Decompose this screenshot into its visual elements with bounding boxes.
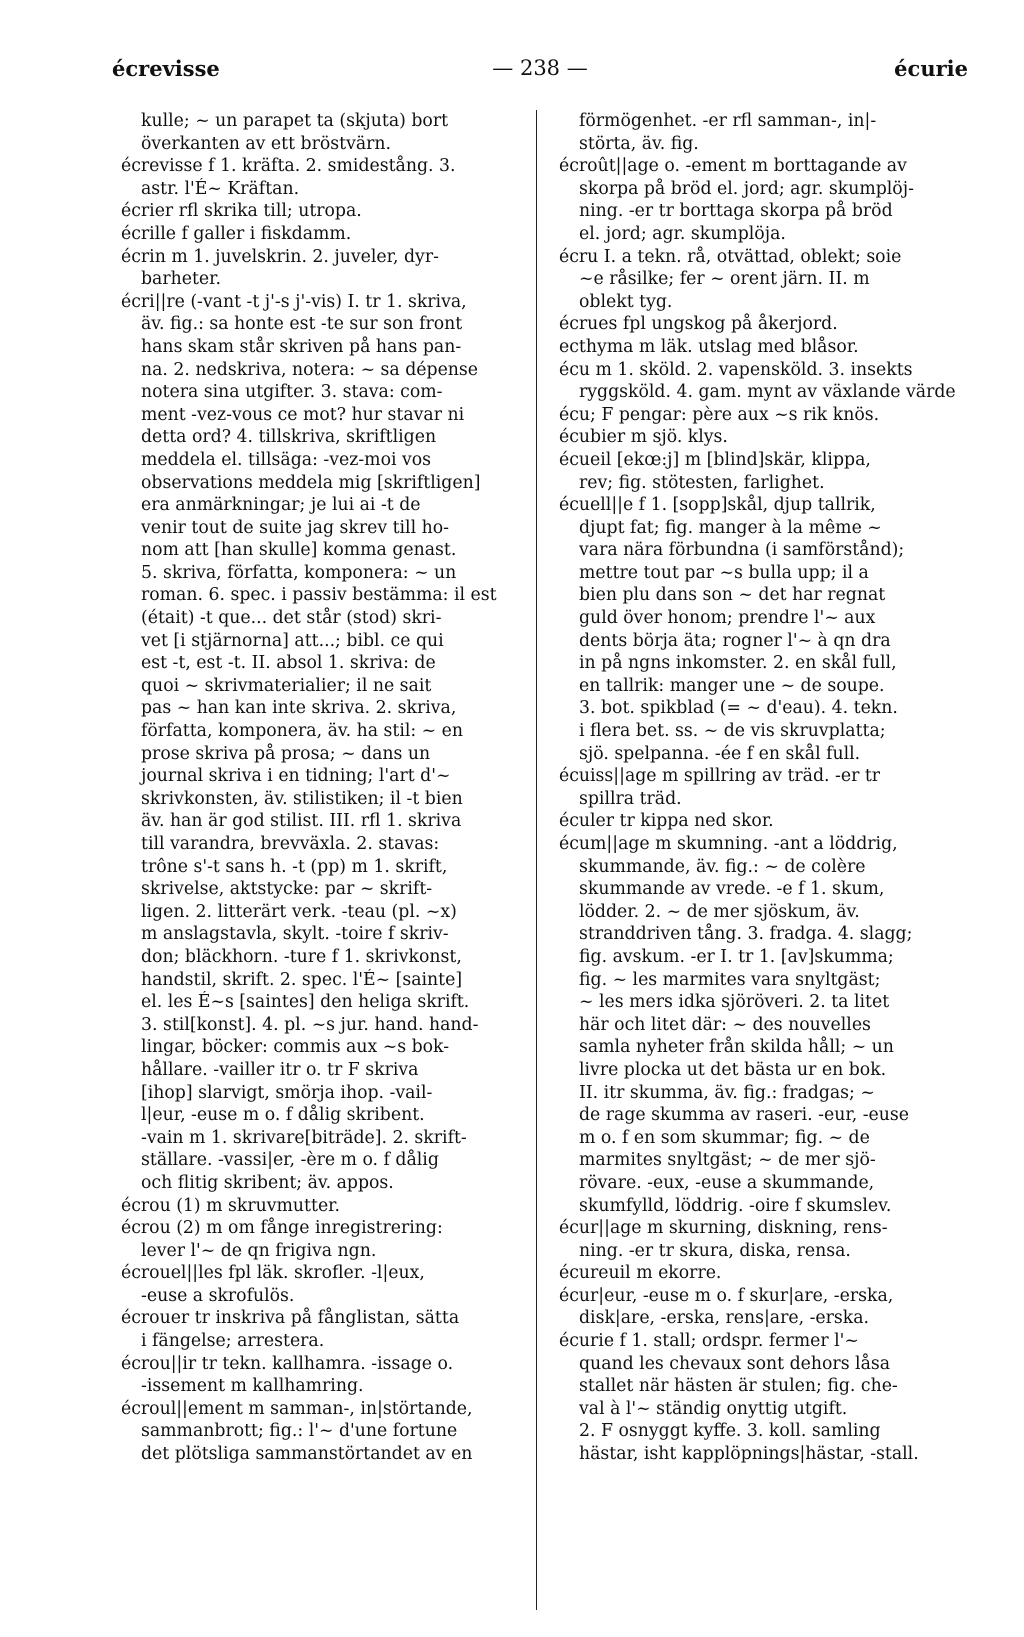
dictionary-line: val à l'~ ständig onyttig utgift. (579, 1398, 848, 1419)
dictionary-line: mettre tout par ~s bulla upp; il a (579, 562, 869, 583)
dictionary-line: na. 2. nedskriva, notera: ~ sa dépense (141, 359, 479, 380)
dictionary-line: fig. ~ les marmites vara snyltgäst; (579, 969, 881, 990)
dictionary-line: skumfylld, löddrig. -oire f skumslev. (579, 1195, 892, 1216)
dictionary-line: -issement m kallhamring. (141, 1376, 364, 1397)
dictionary-line: fig. avskum. -er I. tr 1. [av]skumma; (579, 946, 894, 967)
dictionary-line: handstil, skrift. 2. spec. l'É~ [sainte] (141, 969, 463, 990)
dictionary-line: här och litet där: ~ des nouvelles (579, 1014, 871, 1035)
dictionary-line: marmites snyltgäst; ~ de mer sjö- (579, 1150, 876, 1171)
dictionary-line: lingar, böcker: commis aux ~s bok- (141, 1037, 450, 1058)
dictionary-line: till varandra, brevväxla. 2. stavas: (141, 834, 440, 854)
dictionary-line: djupt fat; fig. manger à la même ~ (579, 517, 882, 538)
page-header (112, 56, 968, 90)
dictionary-line: spillra träd. (579, 788, 682, 809)
header-left-guide-word: écrevisse (112, 56, 220, 81)
dictionary-line: observations meddela mig [skriftligen] (141, 472, 481, 493)
dictionary-line: écubier m sjö. klys. (559, 427, 728, 448)
dictionary-line: trône s'-t sans h. -t (pp) m 1. skrift, (141, 856, 448, 877)
dictionary-line: 3. bot. spikblad (= ~ d'eau). 4. tekn. (579, 698, 898, 719)
dictionary-line: 5. skriva, författa, komponera: ~ un (141, 562, 457, 583)
dictionary-line: écu m 1. sköld. 2. vapensköld. 3. insekts (559, 359, 913, 380)
dictionary-line: écrou (2) m om fånge inregistrering: (121, 1218, 443, 1239)
dictionary-line: livre plocka ut det bästa ur en bok. (579, 1059, 887, 1080)
dictionary-line: sjö. spelpanna. -ée f en skål full. (579, 743, 861, 764)
dictionary-line: hästar, isht kapplöpnings|hästar, -stall. (579, 1444, 919, 1465)
dictionary-line: écri||re (-vant -t j'-s j'-vis) I. tr 1. skriva, (121, 291, 467, 312)
dictionary-line: écrou||ir tr tekn. kallhamra. -issage o. (121, 1353, 454, 1374)
left-column (121, 110, 524, 1466)
dictionary-line: notera sina utgifter. 3. stava: com- (141, 382, 443, 403)
dictionary-line: hans skam står skriven på hans pan- (141, 336, 462, 357)
dictionary-line: écrouer tr inskriva på fånglistan, sätta (121, 1308, 460, 1329)
dictionary-line: II. itr skumma, äv. fig.: fradgas; ~ (579, 1082, 875, 1103)
dictionary-line: écrin m 1. juvelskrin. 2. juveler, dyr- (121, 246, 439, 267)
dictionary-line: skrivkonsten, äv. stilistiken; il -t bien (141, 788, 463, 809)
dictionary-line: skummande, äv. fig.: ~ de colère (579, 856, 866, 877)
dictionary-line: förmögenhet. -er rfl samman-, in|- (579, 111, 877, 131)
dictionary-line: en tallrik: manger une ~ de soupe. (579, 675, 885, 696)
dictionary-line: ryggsköld. 4. gam. mynt av växlande värde (579, 382, 956, 403)
dictionary-line: ~e råsilke; fer ~ orent järn. II. m (579, 269, 870, 290)
right-column (559, 110, 962, 1466)
dictionary-line: ställare. -vassi|er, -ère m o. f dålig (141, 1150, 439, 1171)
dictionary-line: bien plu dans son ~ det har regnat (579, 585, 886, 606)
dictionary-line: don; bläckhorn. -ture f 1. skrivkonst, (141, 946, 462, 967)
dictionary-line: skrivelse, aktstycke: par ~ skrift- (141, 879, 433, 900)
dictionary-line: [ihop] slarvigt, smörja ihop. -vail- (141, 1082, 433, 1103)
dictionary-line: prose skriva på prosa; ~ dans un (141, 743, 431, 764)
dictionary-line: samla nyheter från skilda håll; ~ un (579, 1037, 894, 1058)
header-right-guide-word: écurie (894, 56, 968, 81)
dictionary-line: 3. stil[konst]. 4. pl. ~s jur. hand. hand- (141, 1014, 479, 1035)
dictionary-line: era anmärkningar; je lui ai -t de (141, 495, 421, 516)
dictionary-line: stranddriven tång. 3. fradga. 4. slagg; (579, 924, 913, 945)
dictionary-line: barheter. (141, 269, 222, 290)
dictionary-line: écur||age m skurning, diskning, rens- (559, 1218, 888, 1239)
dictionary-line: ning. -er tr borttaga skorpa på bröd (579, 201, 893, 222)
dictionary-line: dents börja äta; rogner l'~ à qn dra (579, 630, 891, 651)
dictionary-line: -vain m 1. skrivare[biträde]. 2. skrift- (141, 1127, 467, 1148)
dictionary-line: ment -vez-vous ce mot? hur stavar ni (141, 404, 465, 425)
dictionary-line: roman. 6. spec. i passiv bestämma: il est (141, 585, 497, 606)
dictionary-line: écrou (1) m skruvmutter. (121, 1195, 341, 1216)
dictionary-line: disk|are, -erska, rens|are, -erska. (579, 1308, 870, 1329)
dictionary-line: skummande av vrede. -e f 1. skum, (579, 879, 885, 900)
dictionary-line: rövare. -eux, -euse a skummande, (579, 1172, 875, 1193)
dictionary-line: écueil [ekœ:j] m [blind]skär, klippa, (559, 449, 871, 470)
dictionary-line: kulle; ~ un parapet ta (skjuta) bort (141, 111, 449, 131)
dictionary-line: det plötsliga sammanstörtandet av en (141, 1444, 473, 1465)
dictionary-line: författa, komponera, äv. ha stil: ~ en (141, 721, 464, 742)
dictionary-line: écurie f 1. stall; ordspr. fermer l'~ (559, 1331, 859, 1352)
dictionary-line: hållare. -vailler itr o. tr F skriva (141, 1059, 419, 1080)
column-divider (536, 110, 537, 1610)
dictionary-line: överkanten av ett bröstvärn. (141, 133, 392, 154)
dictionary-line: rev; fig. stötesten, farlighet. (579, 472, 825, 493)
dictionary-line: lödder. 2. ~ de mer sjöskum, äv. (579, 901, 860, 922)
dictionary-line: ~ les mers idka sjöröveri. 2. ta litet (579, 992, 890, 1013)
dictionary-line: i flera bet. ss. ~ de vis skruvplatta; (579, 721, 886, 742)
dictionary-line: skorpa på bröd el. jord; agr. skumplöj- (579, 178, 914, 199)
dictionary-line: est -t, est -t. II. absol 1. skriva: de (141, 653, 436, 674)
dictionary-line: écru I. a tekn. rå, otvättad, oblekt; soie (559, 246, 902, 267)
dictionary-line: meddela el. tillsäga: -vez-moi vos (141, 449, 432, 470)
dictionary-line: vet [i stjärnorna] att...; bibl. ce qui (141, 630, 444, 651)
dictionary-line: m o. f en som skummar; fig. ~ de (579, 1127, 870, 1148)
dictionary-line: stallet när hästen är stulen; fig. che- (579, 1376, 898, 1397)
dictionary-line: el. les É~s [saintes] den heliga skrift. (141, 992, 470, 1013)
dictionary-line: (était) -t que... det står (stod) skri- (141, 608, 442, 629)
dictionary-line: éculer tr kippa ned skor. (559, 811, 774, 832)
dictionary-line: l|eur, -euse m o. f dålig skribent. (141, 1105, 425, 1126)
dictionary-line: écrouel||les fpl läk. skrofler. -l|eux, (121, 1263, 425, 1284)
dictionary-line: de rage skumma av raseri. -eur, -euse (579, 1105, 909, 1126)
dictionary-line: quoi ~ skrivmaterialier; il ne sait (141, 675, 432, 696)
dictionary-line: in på ngns inkomster. 2. en skål full, (579, 653, 897, 674)
dictionary-line: écroul||ement m samman-, in|störtande, (121, 1398, 473, 1419)
dictionary-line: quand les chevaux sont dehors låsa (579, 1353, 891, 1374)
dictionary-line: ning. -er tr skura, diska, rensa. (579, 1240, 851, 1261)
dictionary-line: journal skriva i en tidning; l'art d'~ (141, 766, 451, 787)
dictionary-line: i fängelse; arrestera. (141, 1331, 325, 1352)
dictionary-line: nom att [han skulle] komma genast. (141, 540, 457, 561)
dictionary-line: ligen. 2. litterärt verk. -teau (pl. ~x) (141, 901, 457, 922)
dictionary-line: äv. han är god stilist. III. rfl 1. skriva (141, 811, 462, 832)
page-number: — 238 — (492, 56, 588, 80)
dictionary-line: astr. l'É~ Kräftan. (141, 178, 300, 199)
dictionary-line: oblekt tyg. (579, 291, 673, 312)
dictionary-line: écur|eur, -euse m o. f skur|are, -erska, (559, 1285, 894, 1306)
dictionary-line: écuiss||age m spillring av träd. -er tr (559, 766, 881, 787)
dictionary-line: écureuil m ekorre. (559, 1263, 722, 1284)
dictionary-line: detta ord? 4. tillskriva, skriftligen (141, 427, 437, 448)
dictionary-line: écu; F pengar: père aux ~s rik knös. (559, 404, 880, 425)
dictionary-line: och flitig skribent; äv. appos. (141, 1172, 394, 1193)
dictionary-line: écroût||age o. -ement m borttagande av (559, 156, 907, 177)
dictionary-line: écrues fpl ungskog på åkerjord. (559, 314, 838, 335)
dictionary-line: pas ~ han kan inte skriva. 2. skriva, (141, 698, 457, 719)
dictionary-line: écum||age m skumning. -ant a löddrig, (559, 834, 898, 854)
dictionary-line: écuell||e f 1. [sopp]skål, djup tallrik, (559, 495, 876, 516)
dictionary-line: störta, äv. fig. (579, 133, 699, 154)
dictionary-line: écrevisse f 1. kräfta. 2. smidestång. 3. (121, 156, 456, 177)
dictionary-line: äv. fig.: sa honte est -te sur son front (141, 314, 463, 335)
dictionary-line: ecthyma m läk. utslag med blåsor. (559, 336, 859, 357)
dictionary-line: sammanbrott; fig.: l'~ d'une fortune (141, 1421, 458, 1442)
dictionary-line: lever l'~ de qn frigiva ngn. (141, 1240, 377, 1261)
dictionary-line: -euse a skrofulös. (141, 1285, 295, 1306)
dictionary-line: el. jord; agr. skumplöja. (579, 223, 786, 244)
dictionary-line: m anslagstavla, skylt. -toire f skriv- (141, 924, 449, 945)
dictionary-line: écrier rfl skrika till; utropa. (121, 201, 362, 222)
dictionary-line: 2. F osnyggt kyffe. 3. koll. samling (579, 1421, 881, 1442)
dictionary-line: écrille f galler i fiskdamm. (121, 223, 352, 244)
dictionary-line: guld över honom; prendre l'~ aux (579, 608, 876, 629)
dictionary-line: venir tout de suite jag skrev till ho- (141, 517, 449, 538)
dictionary-line: vara nära förbundna (i samförstånd); (579, 540, 905, 561)
